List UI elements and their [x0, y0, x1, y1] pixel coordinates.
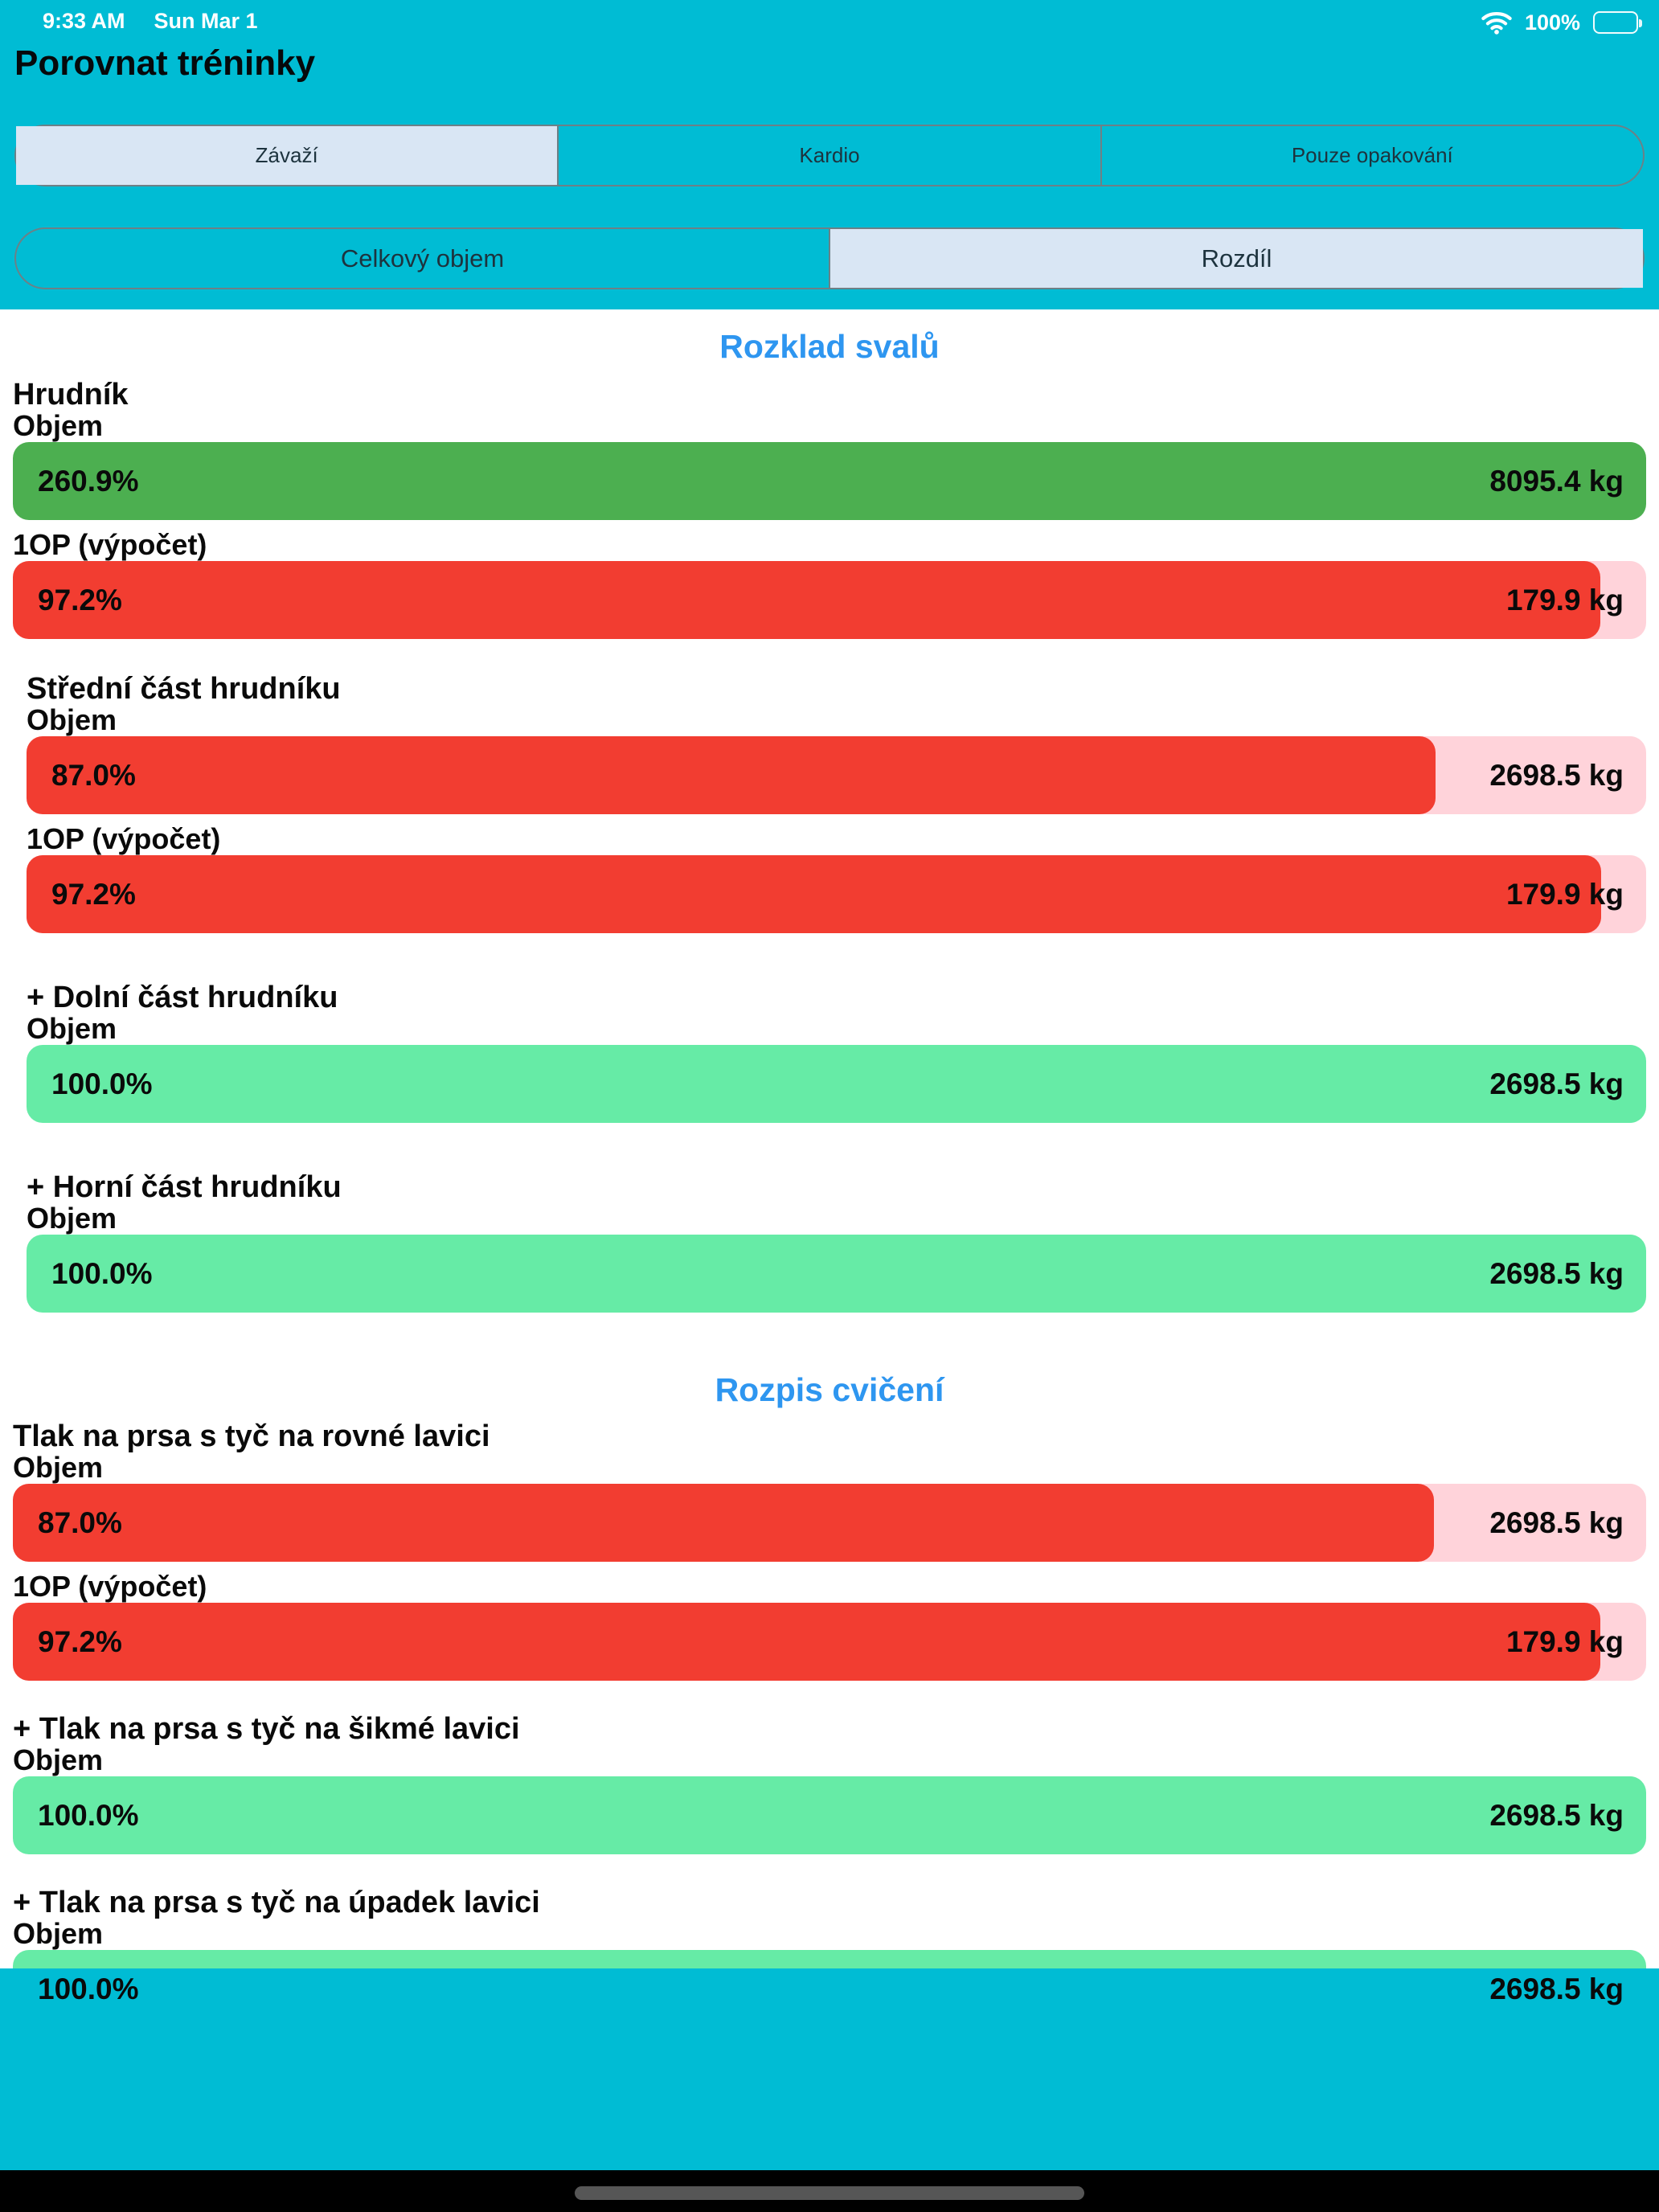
bar-value: 2698.5 kg	[1489, 1798, 1624, 1832]
bar-track	[13, 1603, 1646, 1681]
bar-track	[27, 736, 1646, 814]
bar-percent: 97.2%	[38, 583, 122, 616]
bar-value: 2698.5 kg	[1489, 1256, 1624, 1290]
bar-value: 2698.5 kg	[1489, 1972, 1624, 2005]
metric-label: Objem	[13, 1743, 104, 1776]
metric-label: Objem	[13, 1917, 104, 1950]
home-indicator[interactable]	[575, 2186, 1084, 2200]
bar-fill	[27, 855, 1601, 933]
section-title: Rozklad svalů	[719, 328, 940, 365]
bar-track	[13, 561, 1646, 639]
group-title: Hrudník	[13, 378, 129, 412]
footer-background	[0, 1968, 1659, 2170]
bar-track	[27, 1235, 1646, 1313]
bar-value: 8095.4 kg	[1489, 464, 1624, 498]
bar-percent: 87.0%	[51, 758, 136, 792]
metric-label: Objem	[27, 1012, 117, 1045]
status-bar	[0, 6, 1659, 39]
bar-percent: 97.2%	[51, 877, 136, 911]
bar-percent: 260.9%	[38, 464, 139, 498]
group-title: + Tlak na prsa s tyč na šikmé lavici	[13, 1712, 520, 1746]
status-right	[1481, 6, 1638, 39]
bar-group	[13, 1171, 1646, 1313]
bar-percent: 100.0%	[38, 1798, 139, 1832]
bar-value: 179.9 kg	[1505, 1624, 1624, 1658]
bar-group	[13, 379, 1646, 639]
metric-label: Objem	[27, 703, 117, 736]
metric-label: 1OP (výpočet)	[27, 822, 221, 855]
bar-group	[13, 1420, 1646, 1681]
bar-fill	[13, 1484, 1434, 1562]
compare-mode-segmented-control	[14, 227, 1645, 289]
group-title: Střední část hrudníku	[27, 672, 341, 706]
tab-rozdil[interactable]: Rozdíl	[829, 229, 1643, 288]
bar-fill	[13, 561, 1600, 639]
bar-value: 2698.5 kg	[1489, 758, 1624, 792]
metric-label: 1OP (výpočet)	[13, 1570, 207, 1603]
status-left	[43, 9, 258, 34]
bar-percent: 100.0%	[51, 1067, 153, 1100]
metric-label: Objem	[13, 409, 104, 442]
bar-percent: 100.0%	[51, 1256, 153, 1290]
comparison-content	[0, 309, 1659, 2005]
workout-type-segmented-control	[14, 125, 1645, 186]
metric-label: 1OP (výpočet)	[13, 528, 207, 561]
header	[0, 0, 1659, 309]
bar-group	[13, 673, 1646, 933]
metric-label: Objem	[13, 1451, 104, 1484]
battery-icon	[1593, 11, 1638, 34]
bar-track	[13, 442, 1646, 520]
bar-group	[13, 1713, 1646, 1854]
bar-track	[27, 1045, 1646, 1123]
bar-fill	[13, 1603, 1600, 1681]
tab-pouze-opakovani[interactable]: Pouze opakování	[1100, 126, 1643, 185]
tab-zavazi[interactable]: Závaží	[16, 126, 557, 185]
bar-track	[27, 855, 1646, 933]
home-strip	[0, 2170, 1659, 2212]
bar-track	[13, 1484, 1646, 1562]
bar-track	[13, 1776, 1646, 1854]
wifi-icon	[1481, 11, 1512, 35]
bar-value: 179.9 kg	[1505, 583, 1624, 616]
page-title: Porovnat tréninky	[14, 43, 316, 83]
tab-celkovy-objem[interactable]: Celkový objem	[340, 244, 505, 272]
bar-value: 2698.5 kg	[1489, 1067, 1624, 1100]
battery-percent: 100%	[1524, 10, 1580, 35]
bar-percent: 87.0%	[38, 1505, 122, 1539]
bar-fill	[27, 736, 1436, 814]
bar-percent: 100.0%	[38, 1972, 139, 2005]
group-title: + Horní část hrudníku	[27, 1170, 342, 1204]
status-time: 9:33 AM	[43, 9, 125, 33]
section-title: Rozpis cvičení	[715, 1371, 944, 1408]
bar-group	[13, 981, 1646, 1123]
bar-value: 179.9 kg	[1505, 877, 1624, 911]
tab-kardio[interactable]: Kardio	[557, 126, 1100, 185]
bar-percent: 97.2%	[38, 1624, 122, 1658]
metric-label: Objem	[27, 1202, 117, 1235]
group-title: + Dolní část hrudníku	[27, 981, 338, 1014]
bar-value: 2698.5 kg	[1489, 1505, 1624, 1539]
status-date: Sun Mar 1	[154, 9, 258, 33]
group-title: Tlak na prsa s tyč na rovné lavici	[13, 1419, 490, 1453]
group-title: + Tlak na prsa s tyč na úpadek lavici	[13, 1886, 540, 1919]
